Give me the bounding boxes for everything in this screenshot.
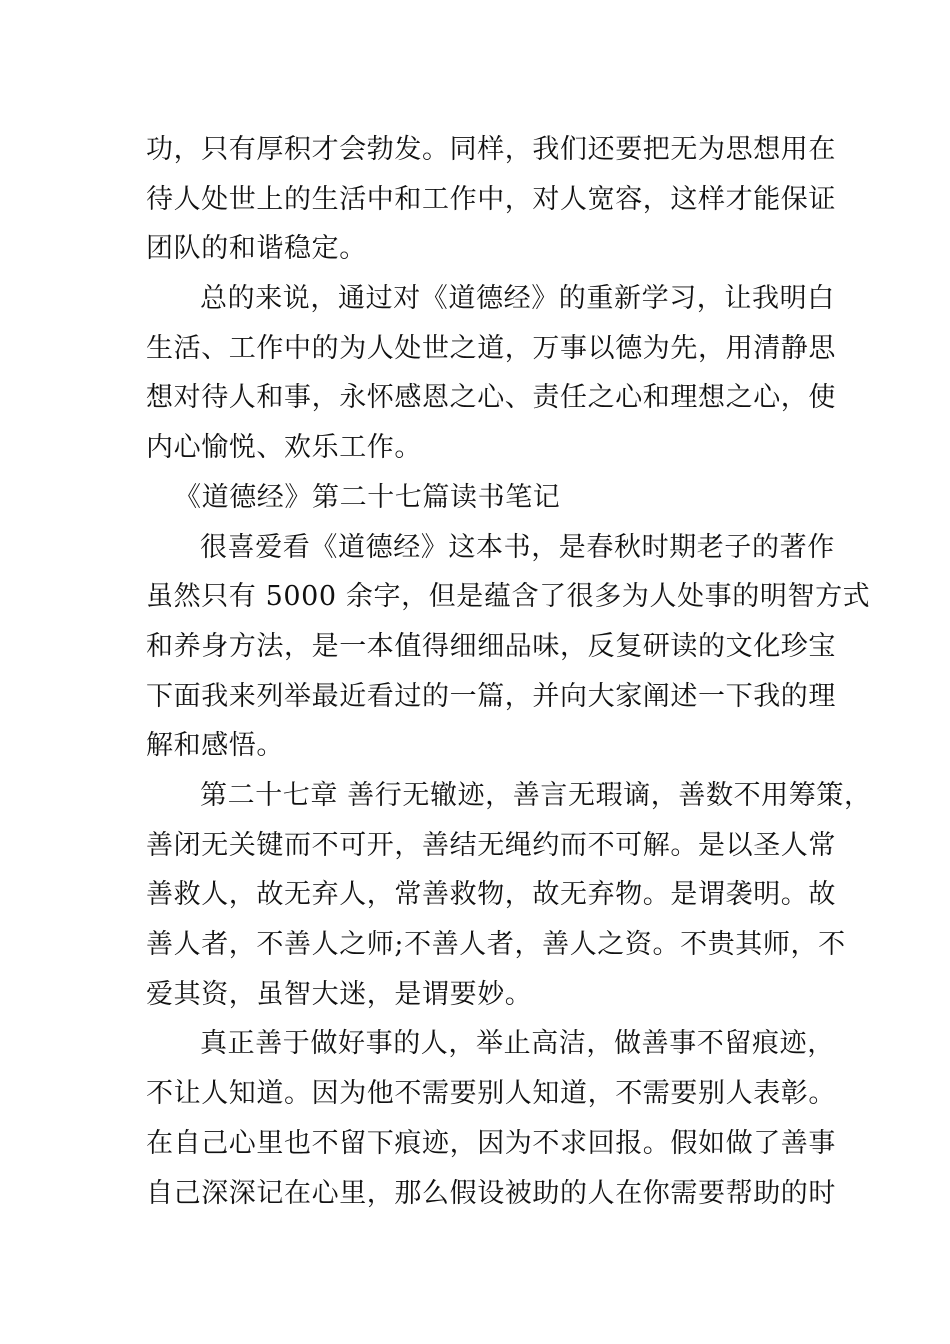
paragraph-start-line: 很喜爱看《道德经》这本书，是春秋时期老子的著作 — [200, 532, 835, 563]
paragraph-start-line: 真正善于做好事的人，举止高洁，做善事不留痕迹， — [200, 1028, 835, 1059]
text-line: 善人者，不善人之师;不善人者，善人之资。不贵其师，不 — [146, 929, 846, 960]
text-line: 生活、工作中的为人处世之道，万事以德为先，用清静思 — [146, 333, 836, 364]
text-line: 和养身方法，是一本值得细细品味，反复研读的文化珍宝 — [146, 631, 836, 662]
text-line: 善闭无关键而不可开，善结无绳约而不可解。是以圣人常 — [146, 830, 836, 861]
text-line: 虽然只有 5000 余字，但是蕴含了很多为人处事的明智方式 — [146, 581, 871, 612]
text-line: 善救人，故无弃人，常善救物，故无弃物。是谓袭明。故 — [146, 879, 836, 910]
text-line: 待人处世上的生活中和工作中，对人宽容，这样才能保证 — [146, 184, 836, 215]
section-heading: 《道德经》第二十七篇读书笔记 — [174, 482, 561, 513]
paragraph-start-line: 第二十七章 善行无辙迹，善言无瑕谪，善数不用筹策， — [200, 780, 872, 811]
text-line: 解和感悟。 — [146, 730, 284, 761]
text-line: 下面我来列举最近看过的一篇，并向大家阐述一下我的理 — [146, 681, 836, 712]
text-line: 在自己心里也不留下痕迹，因为不求回报。假如做了善事 — [146, 1128, 836, 1159]
text-line: 内心愉悦、欢乐工作。 — [146, 432, 422, 463]
paragraph-start-line: 总的来说，通过对《道德经》的重新学习，让我明白 — [200, 283, 835, 314]
text-line: 功，只有厚积才会勃发。同样，我们还要把无为思想用在 — [146, 134, 836, 165]
text-line: 想对待人和事，永怀感恩之心、责任之心和理想之心，使 — [146, 382, 836, 413]
text-line: 自己深深记在心里，那么假设被助的人在你需要帮助的时 — [146, 1178, 836, 1209]
text-line: 爱其资，虽智大迷，是谓要妙。 — [146, 979, 533, 1010]
text-line: 不让人知道。因为他不需要别人知道，不需要别人表彰。 — [146, 1078, 836, 1109]
text-line: 团队的和谐稳定。 — [146, 233, 367, 264]
